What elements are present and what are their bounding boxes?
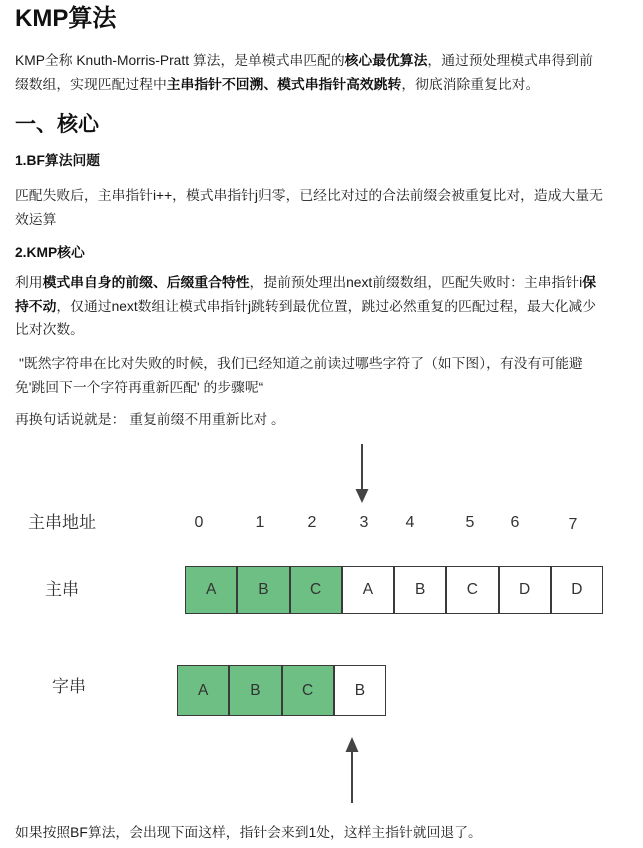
main-string-cell: A [342, 566, 394, 614]
quote-paragraph: "既然字符串在比对失败的时候，我们已经知道之前读过哪些字符了（如下图），有没有可能避免'跳回下一个字符再重新匹配' 的步骤呢“ [15, 356, 583, 395]
kmp-text: 利用 [15, 275, 43, 290]
address-index: 2 [307, 514, 317, 531]
kmp-emphasis: 模式串自身的前缀、后缀重合特性 [42, 275, 250, 290]
kmp-text: ，提前预处理出next前缀数组，匹配失败时：主串指针i [249, 275, 583, 290]
pattern-string-cell: A [177, 665, 229, 716]
main-string-cell: D [551, 566, 603, 614]
intro-paragraph [15, 49, 600, 97]
address-index: 1 [255, 514, 265, 531]
page-title: KMP算法 [15, 5, 117, 32]
pattern-string-label: 字串 [52, 677, 86, 696]
address-index: 6 [510, 514, 520, 531]
kmp-diagram [0, 440, 643, 820]
bf-heading: 1.BF算法问题 [15, 153, 101, 168]
intro-text: KMP全称 Knuth-Morris-Pratt 算法，是单模式串匹配的 [15, 53, 345, 68]
kmp-emphasis: 保持不动 [15, 275, 597, 314]
main-string-cell: C [446, 566, 498, 614]
main-string-cell: A [185, 566, 237, 614]
main-string-cell: B [237, 566, 289, 614]
address-index: 5 [465, 514, 475, 531]
main-string-cell: D [499, 566, 551, 614]
intro-text: ，彻底消除重复比对。 [401, 77, 540, 92]
pattern-string-cell: C [282, 665, 334, 716]
intro-text: ，通过预处理模式串得到前缀数组，实现匹配过程中 [15, 53, 593, 92]
up-arrow-icon [344, 735, 360, 805]
main-string-cell: C [290, 566, 342, 614]
pattern-string-row [177, 665, 386, 716]
main-string-label: 主串 [45, 580, 79, 599]
pattern-string-cell: B [229, 665, 281, 716]
intro-emphasis: 核心最优算法 [344, 53, 428, 68]
address-index: 7 [568, 516, 578, 533]
address-label: 主串地址 [28, 513, 96, 532]
kmp-heading: 2.KMP核心 [15, 245, 85, 260]
address-index: 3 [359, 514, 369, 531]
pattern-string-cell: B [334, 665, 386, 716]
down-arrow-icon [354, 442, 370, 506]
restatement-line: 再换句话说就是： 重复前缀不用重新比对 。 [15, 412, 285, 427]
bf-paragraph: 匹配失败后，主串指针i++，模式串指针j归零，已经比对过的合法前缀会被重复比对，造成大量无效运算 [15, 188, 603, 227]
address-index: 0 [194, 514, 204, 531]
address-index: 4 [405, 514, 415, 531]
kmp-text: ，仅通过next数组让模式串指针j跳转到最优位置，跳过必然重复的匹配过程，最大化减少比对次数。 [15, 298, 597, 337]
closing-note: 如果按照BF算法，会出现下面这样，指针会来到1处，这样主指针就回退了。 [15, 825, 482, 840]
main-string-cell: B [394, 566, 446, 614]
intro-emphasis: 主串指针不回溯、模式串指针高效跳转 [166, 77, 402, 92]
section-heading: 一、核心 [15, 113, 99, 136]
kmp-paragraph [15, 271, 600, 342]
main-string-row [185, 566, 603, 614]
